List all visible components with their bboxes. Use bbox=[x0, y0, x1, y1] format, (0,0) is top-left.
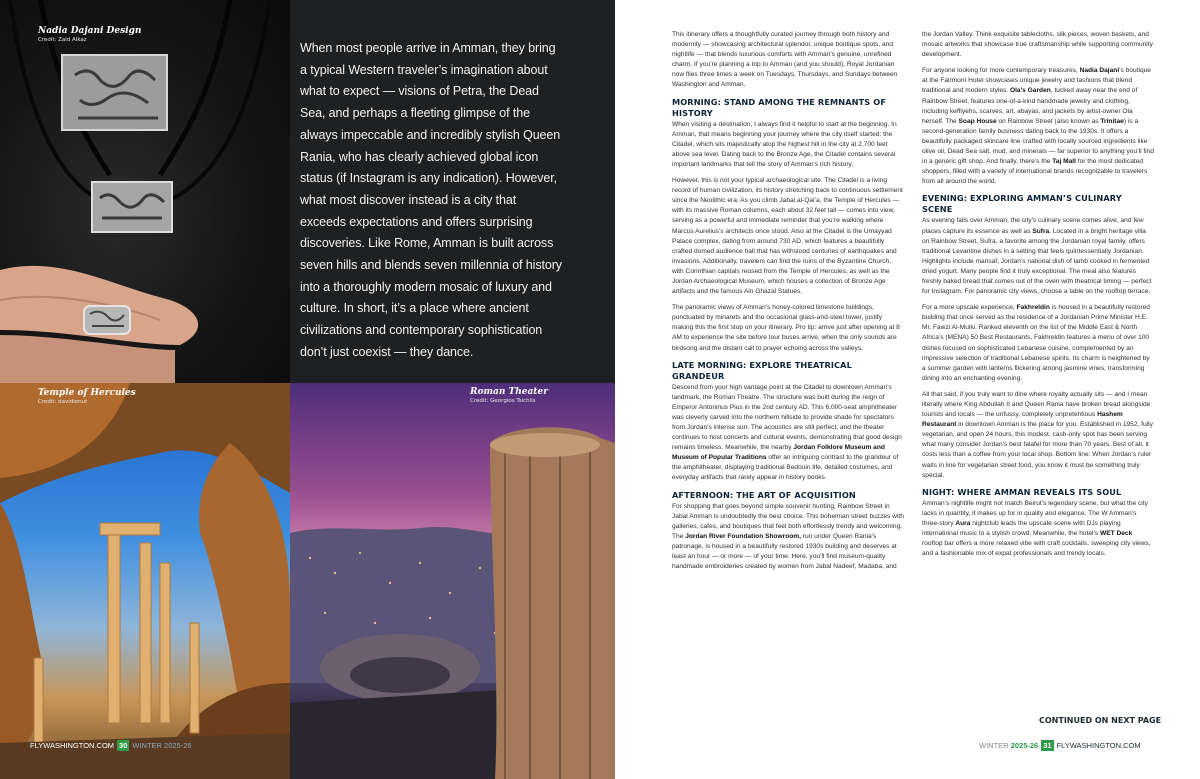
article-column-2 bbox=[922, 30, 1154, 565]
shopping-paragraph bbox=[922, 66, 1154, 187]
left-page-number: 30 bbox=[119, 741, 128, 750]
olas-garden-name: Ola’s Garden bbox=[1009, 87, 1051, 95]
text-run: ’s boutique at the Fairmont Hotel showcases unique jewelry and fashions that blend traditional and modern styles. bbox=[922, 67, 1151, 95]
night-paragraph bbox=[922, 499, 1154, 560]
heading-morning: MORNING: STAND AMONG THE REMNANTS OF HISTORY bbox=[672, 96, 887, 118]
heading-late-morning: LATE MORNING: EXPLORE THEATRICAL GRANDEUR bbox=[672, 359, 852, 381]
article-column-1 bbox=[672, 30, 904, 578]
folklore-museum-name: Jordan Folklore Museum and Museum of Popular Traditions bbox=[672, 444, 885, 462]
text-run: rooftop bar offers a more relaxed vibe with craft cocktails, sweeping city views, and a fashionable mix of expat professionals and trendy locals. bbox=[922, 540, 1151, 558]
taj-mall-name: Taj Mall bbox=[1052, 158, 1076, 166]
evening-paragraph bbox=[922, 216, 1154, 297]
soap-house-name: Soap House bbox=[958, 117, 997, 125]
trinitae-name: Trinitae bbox=[1100, 117, 1124, 125]
hashem-paragraph bbox=[922, 390, 1154, 481]
heading-evening: EVENING: EXPLORING AMMAN’S CULINARY SCENE bbox=[922, 193, 1122, 215]
text-run: . Located in a bright heritage villa on Rainbow Street, Sufra, a favorite among the Jordanian royal family, offers traditional Levantine dishes in a setting that feels quintessentially Jordanian. Highlights include mansaf, Jordan’s national dish of lamb cooked in fermented dried yogurt. Many people find it truly exceptional. The meal also features freshly baked bread that comes out of the oven with theatrical timing — perfect for Instagram. For panoramic city views, choose a table on the rooftop terrace. bbox=[922, 227, 1152, 296]
text-run: on Rainbow Street (also known as bbox=[996, 117, 1101, 125]
sufra-name: Sufra bbox=[1032, 227, 1050, 235]
text-run: For a more upscale experience, bbox=[922, 304, 1017, 312]
continued-on-next-page[interactable]: CONTINUED ON NEXT PAGE bbox=[1039, 716, 1162, 725]
theater-illustration bbox=[290, 383, 615, 779]
morning-paragraph-2: However, this is not your typical archaeological site. The Citadel is a living record of human civilization, its history stretching back to continuous settlement since the Neolithic era. As you climb Jabal al-Qal’a, the Temple of Hercules — with its massive Roman columns, each about 32 feet tall — comes into view, serving as a powerful and immediate reminder that you’re walking where Marcus Aurelius’s architects once stood. Also at the Citadel is the Umayyad Palace complex, dating from around 730 AD, which features a beautifully crafted domed audience hall that has withstood centuries of earthquakes and invasions. Additionally, travelers can find the ruins of the Byzantine Church, with Corinthian capitals reused from the Temple of Hercules, as well as the Jordan Archaeological Museum, which houses a collection of Bronze Age artifacts and the famous Ain Ghazal Statues. bbox=[672, 177, 903, 296]
temple-of-hercules-photo bbox=[0, 383, 290, 779]
text-run: Descend from your high vantage point at the Citadel to downtown Amman’s landmark, the Roman Theatre. The structure was built during the reign of Emperor Antoninus Pius in the 2nd century AD. This 6,000-seat amphitheater was cleverly carved into the northern hillside to provide shade for spectators from Jordan’s intense sun. The acoustics are still perfect, and the theater continues to host concerts and cultural events, demonstrating that good design remains timeless. Meanwhile, the nearby bbox=[672, 383, 902, 452]
left-page-footer bbox=[30, 740, 192, 751]
late-morning-paragraph bbox=[672, 383, 904, 484]
fakhreldin-name: Fakhreldin bbox=[1016, 304, 1050, 312]
text-run: Amman’s nightlife might not match Beirut’s legendary scene, but what the city lacks in quantity, it makes up for in quality and elegance. The W Amman’s three-story bbox=[922, 499, 1148, 527]
aura-name: Aura bbox=[955, 519, 971, 527]
intro-paragraph: This itinerary offers a thoughtfully curated journey through both history and modernity — showcasing architectural splendor, unique boutique spots, and nightlife — that blends luxurious comforts with Amman’s genuine, unrefined charm. If you’re planning a trip to Amman (and you should), Royal Jordanian now flies three times a week on Tuesdays, Thursdays, and Sundays between Washington and Amman. bbox=[672, 31, 898, 89]
text-run: As evening falls over Amman, the city’s culinary scene comes alive, and few places capture its essence as well as bbox=[922, 217, 1144, 235]
jewelry-caption-credit: Credit: Zaid Alkaz bbox=[38, 37, 87, 43]
right-footer-site: FLYWASHINGTON.COM bbox=[1056, 741, 1141, 750]
right-page-footer bbox=[979, 740, 1141, 751]
right-page-number: 31 bbox=[1043, 741, 1052, 750]
jordan-river-foundation-name: Jordan River Foundation Showroom, bbox=[685, 532, 801, 540]
morning-paragraph-1: When visiting a destination, I always find it helpful to start at the beginning. In Amman, that means beginning your journey where the city itself started: the Citadel, which sits majestically atop the highest hill in the city at 2,700 feet above sea level. Dating back to the Bronze Age, the Citadel contains several important landmarks that tell the story of Amman’s rich history. bbox=[672, 120, 897, 168]
hashem-restaurant-name: Hashem Restaurant bbox=[922, 411, 1123, 429]
text-run: nightclub leads the upscale scene with DJs playing international music to a stylish crowd. Meanwhile, the hotel’s bbox=[922, 519, 1121, 538]
season-word: WINTER bbox=[979, 741, 1009, 750]
theater-caption-credit: Credit: Georgios Tsichlis bbox=[470, 398, 536, 404]
pull-quote: When most people arrive in Amman, they bring a typical Western traveler’s imagination about what to expect — visions of Petra, the Dead Sea, and perhaps a fleeting glimpse of the always impeccable and incredibly stylish Queen Rania, who has clearly achieved global icon status (if Instagram is any indication). However, what most discover instead is a city that exceeds expectations and offers surprising discoveries. Like Rome, Amman is built across seven hills and blends seven millennia of history into a thoroughly modern mosaic of luxury and culture. In short, it’s a place where ancient civilizations and contemporary sophistication don’t just coexist — they dance. bbox=[300, 41, 562, 359]
temple-caption-title: Temple of Hercules bbox=[38, 388, 136, 398]
temple-caption-credit: Credit: davidionut bbox=[38, 399, 88, 405]
heading-night: NIGHT: WHERE AMMAN REVEALS ITS SOUL bbox=[922, 486, 1122, 497]
left-footer-season: WINTER 2025-26 bbox=[132, 741, 192, 750]
text-run: for the most dedicated shoppers, filled with a variety of international brands recognizable to travelers from all around the world. bbox=[922, 158, 1148, 186]
continued-paragraph: the Jordan Valley. Think exquisite tablecloths, silk pieces, woven baskets, and mosaic artworks that showcase true craftsmanship while supporting community development. bbox=[922, 31, 1153, 59]
jewelry-photo bbox=[0, 0, 290, 383]
text-run: in downtown Amman is the place for you. Established in 1952, fully vegetarian, and open 24 hours, this modest, cash-only spot has been serving what many consider Jordan’s best falafel for more than 70 years. Best of all, it costs less than a coffee from your local shop. Bottom line: When Jordan’s ruler waits in line for vegetarian street food, you know it must be something truly special. bbox=[922, 421, 1153, 479]
jewelry-illustration bbox=[0, 0, 290, 383]
theater-caption-title: Roman Theater bbox=[470, 387, 548, 397]
fakhreldin-paragraph bbox=[922, 303, 1154, 384]
right-footer-season bbox=[979, 741, 1038, 750]
nadia-dajani-name: Nadia Dajani bbox=[1079, 67, 1120, 75]
text-run: For shopping that goes beyond simple souvenir hunting, Rainbow Street in Jabal Amman is undoubtedly the best choice. This bohemian street buzzes with galleries, cafes, and boutiques that feel both effortlessly trendy and welcoming. The bbox=[672, 502, 904, 540]
text-run: All that said, if you truly want to dine where royalty actually sits — and I mean literally where King Abdullah II and Queen Rania have broken bread alongside tourists and locals — the unfussy, completely unpretentious bbox=[922, 390, 1151, 419]
text-run: , tucked away near the end of Rainbow Street, features one-of-a-kind handmade jewelry and clothing, including keffiyehs, scarves, art, abayas, and jackets by artist-owner Ola herself. The bbox=[922, 87, 1138, 125]
temple-illustration bbox=[0, 383, 290, 779]
text-run: run under Queen Rania’s patronage, is housed in a beautifully restored 1930s building and deserves at least an hour — or more — of your time. Here, you’ll find museum-quality handmade embroideries created by women from Jabal Nadeef, Madaba, and bbox=[672, 532, 897, 571]
heading-afternoon: AFTERNOON: THE ART OF ACQUISITION bbox=[672, 489, 856, 500]
roman-theater-photo bbox=[290, 383, 615, 779]
text-run: ) is a second-generation family business dating back to the 1930s. It offers a beautifully packaged skincare line crafted with locally sourced ingredients like olive oil, Dead Sea salt, mud, and minerals — far superior to anything you’ll find in a generic gift shop. And finally, there’s the bbox=[922, 117, 1154, 166]
morning-paragraph-3: The panoramic views of Amman’s honey-colored limestone buildings, punctuated by minarets and the occasional glass-and-steel tower, justify making this the first stop on your itinerary. Pro tip: arrive just after opening at 8 AM to experience the site before tour buses arrive, when the only sounds are birdsong and the distant call to prayer echoing across the valleys. bbox=[672, 304, 900, 352]
text-run: offer an intriguing contrast to the grandeur of the amphitheater, displaying traditional Bedouin life, detailed costumes, and everyday artifacts that rarely appear in history books. bbox=[672, 454, 899, 482]
jewelry-caption-title: Nadia Dajani Design bbox=[38, 26, 142, 36]
text-run: is housed in a beautifully restored building that once served as the residence of a Jordanian Prime Minister H.E. Mr. Fawzi Al-Mulki. Ranked eleventh on the list of the Middle East & North Africa’s (MENA) 50 Best Restaurants, Fakhreldin features a menu of over 100 dishes focused on sophisticated Lebanese cuisine, complemented by an impressive selection of traditional Lebanese spirits. Its charm is heightened by a summer garden with lanterns flickering among jasmine vines, transforming dining into an enchanting evening. bbox=[922, 304, 1150, 382]
left-footer-site: FLYWASHINGTON.COM bbox=[30, 741, 115, 750]
wet-deck-name: WET Deck bbox=[1100, 530, 1133, 538]
text-run: For anyone looking for more contemporary treasures, bbox=[922, 67, 1080, 75]
afternoon-paragraph bbox=[672, 502, 904, 573]
season-year: 2025-26 bbox=[1010, 741, 1039, 750]
